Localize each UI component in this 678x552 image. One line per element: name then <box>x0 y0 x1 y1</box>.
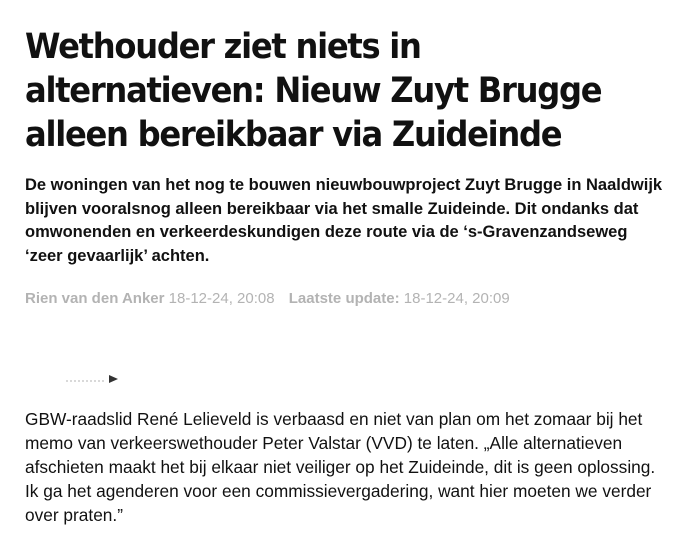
byline-published-date: 18-12-24, 20:08 <box>168 290 275 307</box>
byline-updated-label: Laatste update: <box>288 290 400 307</box>
article-body-paragraph: GBW-raadslid René Lelieveld is verbaasd en niet van plan om het zomaar bij het memo van verkeerswethouder Peter Valstar (VVD) te laten. „Alle alternatieven afschieten maakt het bij elkaar niet veiliger op het Zuideinde, dit is geen oplossing. Ik ga het agenderen voor een commissievergadering, want hier moeten we verder over praten.” <box>25 409 656 525</box>
byline-updated-date: 18-12-24, 20:09 <box>403 290 510 307</box>
article-intro: De woningen van het nog te bouwen nieuwbouwproject Zuyt Brugge in Naaldwijk blijven vooralsnog alleen bereikbaar via het smalle Zuideinde. Dit ondanks dat omwonenden en verkeerdeskundigen deze route via de ‘s-Gravenzandseweg ‘zeer gevaarlijk’ achten. <box>25 176 663 265</box>
media-placeholder[interactable] <box>66 372 146 386</box>
article-headline: Wethouder ziet niets in alternatieven: Nieuw Zuyt Brugge alleen bereikbaar via Zuideinde <box>25 27 602 155</box>
play-icon[interactable] <box>109 375 118 383</box>
article-byline <box>25 290 510 308</box>
media-loading-dots <box>66 380 106 382</box>
byline-author[interactable]: Rien van den Anker <box>25 290 165 307</box>
